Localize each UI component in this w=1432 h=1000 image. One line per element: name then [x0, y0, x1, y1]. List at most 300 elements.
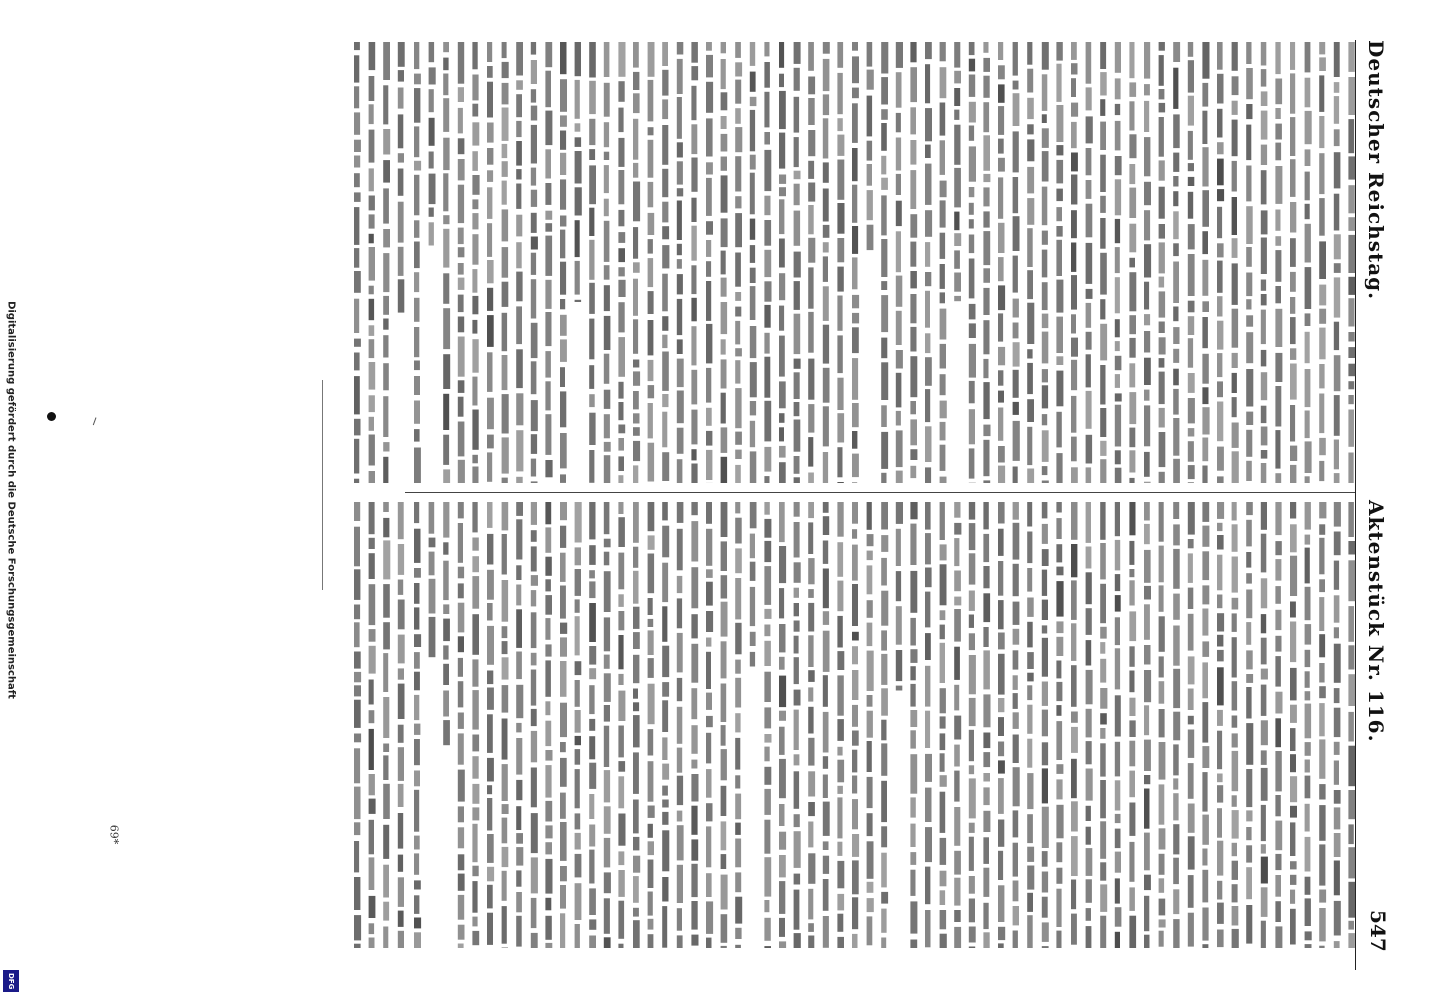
word-glyph: [1042, 369, 1048, 382]
word-glyph: [735, 660, 741, 674]
word-glyph: [940, 688, 946, 713]
word-glyph: [1319, 461, 1324, 481]
word-glyph: [1115, 574, 1120, 591]
word-glyph: [502, 804, 509, 814]
word-glyph: [1027, 685, 1032, 700]
word-glyph: [458, 523, 463, 563]
word-glyph: [633, 319, 638, 354]
word-glyph: [808, 771, 815, 796]
word-glyph: [531, 168, 536, 186]
word-glyph: [925, 867, 930, 905]
word-glyph: [983, 627, 988, 647]
word-glyph: [983, 187, 989, 206]
word-glyph: [1275, 541, 1281, 555]
word-glyph: [969, 304, 976, 320]
word-glyph: [1275, 309, 1282, 347]
word-glyph: [1188, 836, 1195, 869]
word-glyph: [1144, 586, 1151, 600]
word-glyph: [1275, 610, 1281, 630]
word-glyph: [837, 937, 844, 948]
word-glyph: [808, 404, 814, 433]
word-glyph: [1056, 889, 1061, 927]
word-glyph: [1275, 821, 1282, 851]
word-glyph: [369, 938, 375, 949]
word-glyph: [1159, 42, 1165, 51]
word-glyph: [764, 707, 771, 728]
word-glyph: [910, 571, 917, 613]
word-glyph: [925, 633, 931, 660]
word-glyph: [896, 174, 901, 195]
word-glyph: [545, 111, 552, 146]
word-glyph: [1232, 76, 1239, 95]
word-glyph: [1071, 338, 1078, 357]
word-glyph: [443, 138, 449, 170]
word-glyph: [735, 450, 742, 459]
word-glyph: [1305, 877, 1311, 895]
word-glyph: [560, 703, 567, 737]
word-glyph: [1071, 42, 1077, 60]
word-glyph: [1348, 364, 1355, 377]
word-glyph: [808, 936, 814, 949]
word-glyph: [940, 934, 947, 948]
word-glyph: [383, 396, 388, 437]
word-glyph: [764, 502, 769, 515]
word-glyph: [531, 42, 536, 55]
word-glyph: [779, 855, 786, 877]
word-glyph: [852, 185, 857, 223]
word-glyph: [1129, 541, 1134, 565]
word-glyph: [354, 605, 360, 620]
word-glyph: [1100, 821, 1106, 859]
word-glyph: [1334, 82, 1340, 93]
word-glyph: [398, 114, 404, 148]
word-glyph: [618, 170, 624, 204]
word-glyph: [1027, 673, 1034, 682]
word-glyph: [383, 927, 388, 949]
word-glyph: [1348, 332, 1354, 342]
word-glyph: [369, 325, 375, 336]
word-glyph: [1086, 670, 1093, 704]
word-glyph: [998, 446, 1005, 463]
word-glyph: [648, 619, 654, 627]
word-glyph: [983, 42, 988, 53]
word-glyph: [1159, 291, 1166, 317]
word-glyph: [1086, 180, 1092, 199]
word-glyph: [867, 898, 874, 912]
word-glyph: [677, 529, 683, 571]
word-glyph: [383, 653, 388, 692]
word-glyph: [1202, 111, 1207, 144]
word-glyph: [852, 776, 857, 794]
word-glyph: [983, 211, 989, 227]
word-glyph: [750, 326, 757, 358]
word-glyph: [750, 632, 756, 646]
word-glyph: [1232, 598, 1239, 610]
word-glyph: [823, 569, 829, 609]
word-glyph: [1319, 198, 1325, 236]
word-glyph: [472, 339, 478, 373]
word-glyph: [983, 174, 990, 182]
word-glyph: [735, 196, 741, 208]
word-glyph: [1319, 946, 1324, 948]
word-glyph: [691, 198, 696, 222]
word-glyph: [1027, 893, 1033, 912]
word-glyph: [1348, 277, 1355, 295]
word-glyph: [1319, 703, 1325, 736]
word-glyph: [1202, 641, 1209, 657]
word-glyph: [706, 803, 713, 821]
word-glyph: [398, 279, 405, 312]
word-glyph: [502, 906, 507, 944]
word-glyph: [867, 164, 872, 186]
word-glyph: [1217, 321, 1223, 350]
word-glyph: [867, 551, 873, 561]
word-glyph: [1261, 921, 1266, 948]
word-glyph: [881, 239, 887, 277]
word-glyph: [954, 42, 960, 68]
word-glyph: [575, 123, 581, 131]
word-glyph: [398, 931, 404, 948]
word-glyph: [867, 711, 873, 738]
word-glyph: [1042, 332, 1049, 364]
word-glyph: [1188, 553, 1193, 583]
word-glyph: [472, 410, 478, 450]
word-glyph: [383, 584, 390, 618]
word-glyph: [487, 452, 492, 481]
word-glyph: [910, 730, 916, 748]
word-glyph: [1217, 207, 1222, 238]
word-glyph: [750, 502, 757, 528]
word-glyph: [458, 681, 464, 707]
word-glyph: [1129, 188, 1136, 218]
word-glyph: [852, 295, 859, 308]
word-glyph: [560, 553, 566, 582]
word-glyph: [969, 323, 976, 338]
word-glyph: [1027, 502, 1032, 527]
word-glyph: [648, 630, 654, 655]
word-glyph: [662, 274, 668, 312]
word-glyph: [808, 603, 814, 632]
word-glyph: [823, 775, 828, 799]
word-glyph: [1071, 437, 1077, 462]
word-glyph: [881, 362, 888, 400]
word-glyph: [881, 295, 888, 332]
word-glyph: [823, 42, 830, 54]
word-glyph: [764, 609, 771, 619]
word-glyph: [983, 425, 990, 437]
word-glyph: [618, 674, 623, 685]
page-number: 547: [1366, 910, 1390, 952]
word-glyph: [575, 833, 581, 850]
word-glyph: [1013, 906, 1019, 925]
word-glyph: [969, 42, 975, 55]
word-glyph: [383, 335, 388, 357]
word-glyph: [1261, 844, 1266, 853]
word-glyph: [633, 360, 639, 368]
word-glyph: [881, 195, 887, 235]
word-glyph: [823, 59, 830, 91]
word-glyph: [472, 296, 478, 314]
word-glyph: [1042, 710, 1048, 737]
word-glyph: [458, 874, 465, 891]
word-glyph: [458, 138, 465, 154]
word-glyph: [354, 685, 361, 696]
word-glyph: [354, 569, 360, 600]
word-glyph: [443, 273, 449, 304]
word-glyph: [1290, 806, 1297, 818]
word-glyph: [998, 760, 1005, 773]
word-glyph: [1042, 922, 1049, 942]
word-glyph: [1275, 795, 1280, 816]
word-glyph: [531, 213, 537, 233]
word-glyph: [560, 315, 567, 336]
word-glyph: [969, 126, 974, 141]
word-glyph: [516, 169, 521, 179]
word-glyph: [1319, 538, 1324, 575]
word-glyph: [1246, 845, 1252, 862]
word-glyph: [983, 288, 989, 315]
word-glyph: [1013, 81, 1019, 90]
word-glyph: [398, 784, 404, 807]
word-glyph: [867, 695, 873, 707]
word-glyph: [383, 540, 390, 579]
word-glyph: [1100, 884, 1107, 912]
word-glyph: [677, 748, 682, 773]
word-glyph: [1173, 191, 1178, 206]
word-glyph: [1115, 595, 1121, 612]
word-glyph: [369, 502, 375, 534]
word-glyph: [969, 765, 974, 774]
word-glyph: [1275, 751, 1281, 791]
word-glyph: [502, 947, 508, 948]
word-glyph: [545, 236, 552, 276]
word-glyph: [691, 774, 698, 802]
word-glyph: [1144, 740, 1151, 771]
word-glyph: [354, 271, 361, 293]
word-glyph: [1290, 890, 1295, 904]
word-glyph: [764, 220, 771, 246]
word-glyph: [896, 231, 901, 272]
word-glyph: [1232, 843, 1237, 856]
word-glyph: [1173, 549, 1180, 589]
word-glyph: [794, 502, 800, 517]
word-glyph: [1232, 309, 1239, 348]
word-glyph: [1275, 854, 1281, 870]
word-glyph: [575, 854, 582, 878]
word-glyph: [706, 582, 713, 606]
word-glyph: [443, 229, 449, 268]
word-glyph: [575, 261, 580, 295]
word-glyph: [633, 876, 639, 903]
word-glyph: [502, 847, 509, 867]
word-glyph: [589, 570, 595, 578]
word-glyph: [881, 630, 887, 650]
word-glyph: [1232, 557, 1238, 593]
word-glyph: [940, 910, 947, 929]
word-glyph: [779, 462, 786, 483]
word-glyph: [1202, 190, 1209, 227]
word-glyph: [1027, 349, 1032, 358]
word-glyph: [969, 102, 976, 123]
word-glyph: [735, 213, 742, 247]
word-glyph: [1173, 349, 1179, 363]
word-glyph: [662, 42, 668, 66]
word-glyph: [1042, 42, 1049, 70]
word-glyph: [837, 203, 844, 234]
word-glyph: [1290, 465, 1296, 483]
word-glyph: [1217, 930, 1224, 948]
word-glyph: [1013, 629, 1020, 645]
word-glyph: [618, 232, 625, 243]
word-glyph: [472, 659, 478, 686]
word-glyph: [648, 598, 653, 615]
word-glyph: [1056, 621, 1063, 633]
word-glyph: [369, 820, 374, 855]
word-glyph: [1246, 827, 1251, 840]
word-glyph: [1290, 822, 1295, 856]
word-glyph: [764, 918, 770, 941]
word-glyph: [1115, 405, 1121, 447]
word-glyph: [1129, 741, 1135, 767]
word-glyph: [560, 230, 565, 259]
word-glyph: [589, 240, 594, 280]
word-glyph: [764, 946, 771, 948]
word-glyph: [618, 475, 623, 483]
word-glyph: [764, 857, 771, 896]
word-glyph: [721, 175, 728, 212]
word-glyph: [750, 286, 756, 320]
word-glyph: [369, 646, 376, 674]
word-glyph: [589, 603, 596, 642]
word-glyph: [458, 42, 464, 84]
word-glyph: [969, 837, 974, 871]
word-glyph: [1144, 833, 1150, 871]
word-glyph: [1188, 131, 1193, 160]
word-glyph: [575, 502, 582, 543]
word-glyph: [633, 920, 640, 948]
word-glyph: [1319, 784, 1325, 799]
word-glyph: [472, 538, 478, 551]
word-glyph: [1086, 354, 1091, 387]
word-glyph: [1202, 438, 1208, 462]
word-glyph: [910, 449, 917, 460]
word-glyph: [808, 473, 814, 484]
word-glyph: [706, 82, 713, 113]
word-glyph: [633, 279, 638, 316]
word-glyph: [458, 263, 464, 275]
word-glyph: [369, 629, 376, 642]
word-glyph: [764, 672, 771, 702]
word-glyph: [383, 85, 388, 124]
word-glyph: [1305, 502, 1311, 530]
word-glyph: [502, 161, 508, 177]
word-glyph: [604, 705, 610, 722]
word-glyph: [1275, 473, 1281, 483]
word-glyph: [1334, 473, 1340, 483]
word-glyph: [1290, 602, 1296, 618]
word-glyph: [1013, 299, 1019, 318]
word-glyph: [837, 502, 843, 537]
word-glyph: [472, 576, 479, 609]
word-glyph: [1188, 716, 1194, 725]
word-glyph: [1071, 396, 1076, 433]
word-glyph: [954, 927, 961, 948]
word-glyph: [414, 583, 420, 604]
word-glyph: [589, 668, 596, 679]
word-glyph: [633, 371, 640, 385]
word-glyph: [983, 787, 989, 805]
word-glyph: [369, 196, 375, 211]
word-glyph: [443, 469, 450, 483]
word-glyph: [383, 129, 390, 155]
word-glyph: [808, 98, 815, 125]
word-glyph: [1305, 587, 1311, 620]
word-glyph: [750, 562, 756, 581]
word-glyph: [369, 729, 374, 770]
word-glyph: [1115, 648, 1120, 689]
word-glyph: [458, 636, 464, 652]
word-glyph: [354, 140, 361, 152]
word-glyph: [735, 307, 741, 317]
word-glyph: [823, 756, 828, 769]
word-glyph: [502, 437, 509, 473]
word-glyph: [633, 391, 639, 409]
word-glyph: [502, 534, 507, 575]
word-glyph: [1159, 224, 1165, 239]
word-glyph: [618, 553, 624, 590]
word-glyph: [383, 319, 388, 330]
word-glyph: [1056, 453, 1062, 483]
word-glyph: [1202, 870, 1208, 903]
word-glyph: [867, 600, 873, 618]
word-glyph: [735, 713, 740, 732]
word-glyph: [531, 60, 537, 84]
word-glyph: [969, 947, 975, 949]
word-glyph: [662, 169, 668, 197]
word-glyph: [443, 215, 449, 224]
word-glyph: [735, 127, 742, 152]
word-glyph: [677, 299, 682, 335]
word-glyph: [648, 239, 653, 254]
word-glyph: [896, 138, 901, 171]
word-glyph: [1261, 669, 1268, 680]
word-glyph: [618, 901, 624, 939]
word-glyph: [808, 42, 814, 71]
word-glyph: [354, 748, 360, 783]
word-glyph: [983, 903, 988, 929]
word-glyph: [1115, 617, 1120, 645]
word-glyph: [1042, 502, 1048, 518]
word-glyph: [516, 780, 522, 800]
word-glyph: [721, 59, 726, 89]
word-glyph: [940, 716, 946, 728]
word-glyph: [618, 302, 624, 332]
word-glyph: [354, 672, 361, 682]
word-glyph: [764, 92, 769, 128]
word-glyph: [1334, 42, 1340, 77]
word-glyph: [1305, 78, 1311, 108]
word-glyph: [1144, 524, 1150, 544]
word-glyph: [575, 547, 581, 565]
word-glyph: [881, 405, 887, 427]
word-glyph: [414, 298, 420, 322]
word-glyph: [1071, 544, 1077, 577]
word-glyph: [1173, 176, 1178, 187]
word-glyph: [940, 401, 947, 419]
word-glyph: [575, 813, 581, 829]
word-glyph: [1217, 476, 1224, 483]
word-glyph: [414, 376, 420, 395]
